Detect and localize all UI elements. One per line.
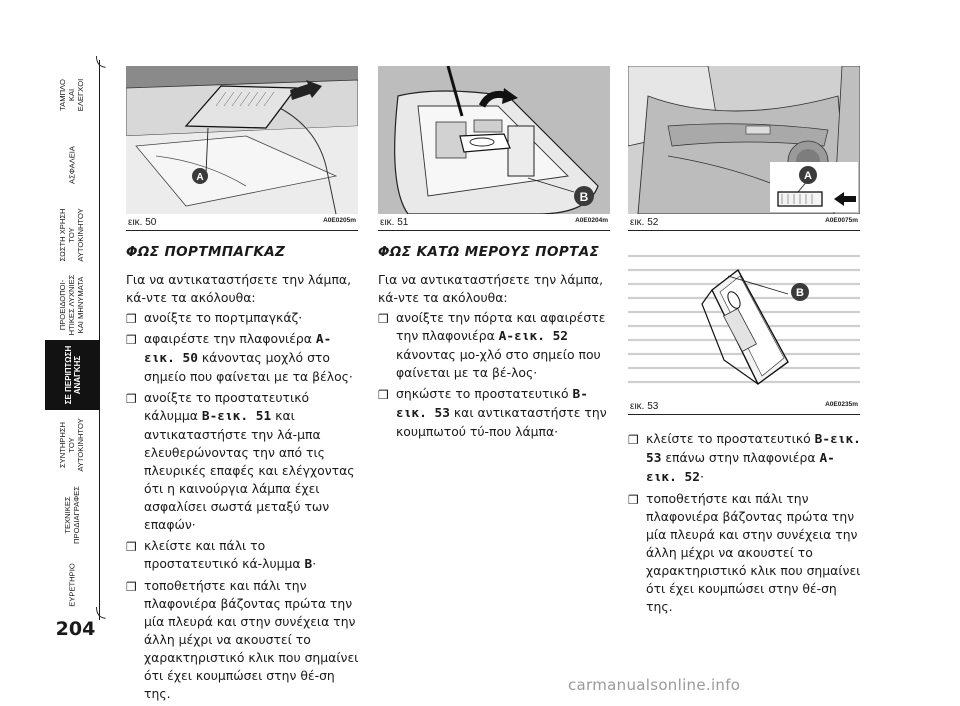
tab-label: ΠΡΟΕΙΔΟΠΟΙ- ΗΤΙΚΕΣ ΛΥΧΝΙΕΣ ΚΑΙ ΜΗΝΥΜΑΤΑ	[58, 274, 86, 336]
figure-51	[378, 66, 610, 231]
tab-dashboard-controls[interactable]	[45, 60, 100, 130]
figure-52	[628, 66, 860, 231]
figure-number: εικ. 50	[128, 217, 157, 228]
tab-label: ΤΕΧΝΙΚΕΣ ΠΡΟΔΙΑΓΡΑΦΕΣ	[62, 486, 81, 544]
checkbox-bullet-icon: ❒	[378, 388, 389, 402]
section-trunk-light	[126, 243, 359, 706]
checkbox-bullet-icon: ❒	[126, 580, 137, 594]
section-door-light-continued	[628, 430, 861, 619]
instruction-item	[126, 330, 359, 386]
instruction-text: ·	[312, 556, 317, 571]
section-title: ΦΩΣ ΚΑΤΩ ΜΕΡΟΥΣ ΠΟΡΤΑΣ	[378, 244, 600, 260]
tab-label: ΕΥΡΕΤΗΡΙΟ	[67, 563, 77, 607]
callout-label: A	[804, 170, 812, 182]
tab-label: ΑΣΦΑΛΕΙΑ	[67, 146, 77, 184]
figure-code: A0E0075m	[825, 217, 858, 224]
instruction-item	[126, 309, 359, 327]
tab-label: ΣΕ ΠΕΡΙΠΤΩΣΗ ΑΝΑΓΚΗΣ	[63, 345, 82, 405]
instruction-item	[628, 490, 861, 616]
instruction-text: αφαιρέστε την πλαφονιέρα	[144, 331, 316, 346]
figure-reference: A-εικ. 52	[498, 329, 569, 344]
watermark: carmanualsonline.info	[568, 676, 741, 694]
callout-label: B	[579, 190, 589, 204]
figure-code: A0E0204m	[575, 217, 608, 224]
section-intro: Για να αντικαταστήσετε την λάμπα, κά-ντε τα ακόλουθα:	[126, 272, 352, 305]
tab-warning-lights[interactable]	[45, 270, 100, 340]
tab-label: ΣΩΣΤΗ ΧΡΗΣΗ ΤΟΥ ΑΥΤΟΚΙΝΗΤΟΥ	[58, 208, 86, 262]
instruction-text: ·	[699, 469, 704, 484]
tab-correct-use[interactable]	[45, 200, 100, 270]
tab-technical-specs[interactable]	[45, 480, 100, 550]
instruction-text: και αντικαταστήστε την λά-μπα ελευθερώνοντας την από τις πλευρικές επαφές και ελέγχοντας ότι η καινούργια λάμπα έχει ασφαλίσει σωστά μεταξύ των επαφών·	[144, 408, 355, 532]
instruction-text: κλείστε το προστατευτικό	[646, 431, 815, 446]
figure-caption	[126, 214, 358, 231]
trunk-light-illustration	[126, 66, 358, 214]
instruction-text: σηκώστε το προστατευτικό	[396, 386, 573, 401]
figure-code: A0E0205m	[323, 217, 356, 224]
checkbox-bullet-icon: ❒	[126, 312, 137, 326]
instruction-item	[378, 385, 611, 441]
tab-emergency-active[interactable]	[45, 340, 100, 410]
door-bulb-replacement-illustration	[628, 250, 860, 398]
instruction-item	[628, 430, 861, 487]
instruction-item	[126, 537, 359, 574]
figure-caption	[628, 214, 860, 231]
tab-safety[interactable]	[45, 130, 100, 200]
instruction-text: ανοίξτε το προστατευτικό κάλυμμα	[144, 390, 310, 423]
checkbox-bullet-icon: ❒	[628, 493, 639, 507]
instruction-text: ανοίξτε το πορτμπαγκάζ·	[144, 310, 303, 325]
checkbox-bullet-icon: ❒	[126, 392, 137, 406]
figure-53	[628, 250, 860, 415]
instruction-text: κάνοντας μοχλό στο σημείο που φαίνεται με τα βέλος·	[144, 350, 353, 384]
instruction-item	[126, 577, 359, 703]
callout-label: A	[196, 172, 204, 183]
figure-caption	[378, 214, 610, 231]
instruction-text: ανοίξτε την πόρτα και αφαιρέστε την πλαφονιέρα	[396, 310, 606, 343]
section-title: ΦΩΣ ΠΟΡΤΜΠΑΓΚΑΖ	[126, 244, 286, 260]
checkbox-bullet-icon: ❒	[378, 312, 389, 326]
instruction-text: κλείστε και πάλι το προστατευτικό κά-λυμμα	[144, 538, 305, 571]
section-door-light	[378, 243, 611, 444]
figure-reference: A-εικ. 52	[646, 451, 835, 485]
figure-number: εικ. 51	[380, 217, 409, 228]
figure-reference: B-εικ. 53	[396, 387, 588, 421]
figure-caption	[628, 398, 860, 415]
instruction-text: κάνοντας μο-χλό στο σημείο που φαίνεται με τα βέ-λος·	[396, 347, 601, 380]
instruction-list	[378, 309, 611, 441]
trunk-bulb-replacement-illustration	[378, 66, 610, 214]
figure-50	[126, 66, 358, 231]
instruction-text: επάνω στην πλαφονιέρα	[661, 450, 820, 465]
figure-code: A0E0235m	[825, 401, 858, 408]
instruction-item	[126, 389, 359, 534]
instruction-list	[126, 309, 359, 703]
instruction-text: τοποθετήστε και πάλι την πλαφονιέρα βάζοντας πρώτα την μία πλευρά και στην συνέχεια την άλλη μέχρι να ακουστεί το χαρακτηριστικό κλικ που σημαίνει ότι έχει κουμπώσει στην θέ-ση της.	[646, 491, 861, 614]
tab-label: ΣΥΝΤΗΡΗΣΗ ΤΟΥ ΑΥΤΟΚΙΝΗΤΟΥ	[58, 418, 86, 472]
page-number: 204	[55, 618, 96, 640]
figure-reference: B-εικ. 51	[201, 409, 272, 424]
door-courtesy-light-illustration	[628, 66, 860, 214]
checkbox-bullet-icon: ❒	[126, 540, 137, 554]
figure-reference: A-εικ. 50	[144, 332, 332, 366]
tab-maintenance[interactable]	[45, 410, 100, 480]
tab-index[interactable]	[45, 550, 100, 620]
instruction-text: τοποθετήστε και πάλι την πλαφονιέρα βάζοντας πρώτα την μία πλευρά και στην συνέχεια την άλλη μέχρι να ακουστεί το χαρακτηριστικό κλικ που σημαίνει ότι έχει κουμπώσει στην θέ-ση της.	[144, 578, 359, 701]
instruction-text: και αντικαταστήστε την κουμπωτού τύ-που λάμπα·	[396, 405, 607, 439]
chapter-tabs	[0, 0, 110, 702]
checkbox-bullet-icon: ❒	[126, 333, 137, 347]
figure-number: εικ. 52	[630, 217, 659, 228]
tab-label: ΤΑΜΠΛΟ ΚΑΙ ΕΛΕΓΧΟΙ	[58, 78, 86, 112]
instruction-list	[628, 430, 861, 616]
checkbox-bullet-icon: ❒	[628, 433, 639, 447]
figure-reference: B	[304, 557, 313, 572]
section-intro: Για να αντικαταστήσετε την λάμπα, κά-ντε τα ακόλουθα:	[378, 272, 604, 305]
figure-reference: B-εικ. 53	[646, 432, 861, 466]
figure-number: εικ. 53	[630, 401, 659, 412]
instruction-item	[378, 309, 611, 382]
callout-label: B	[796, 287, 804, 299]
